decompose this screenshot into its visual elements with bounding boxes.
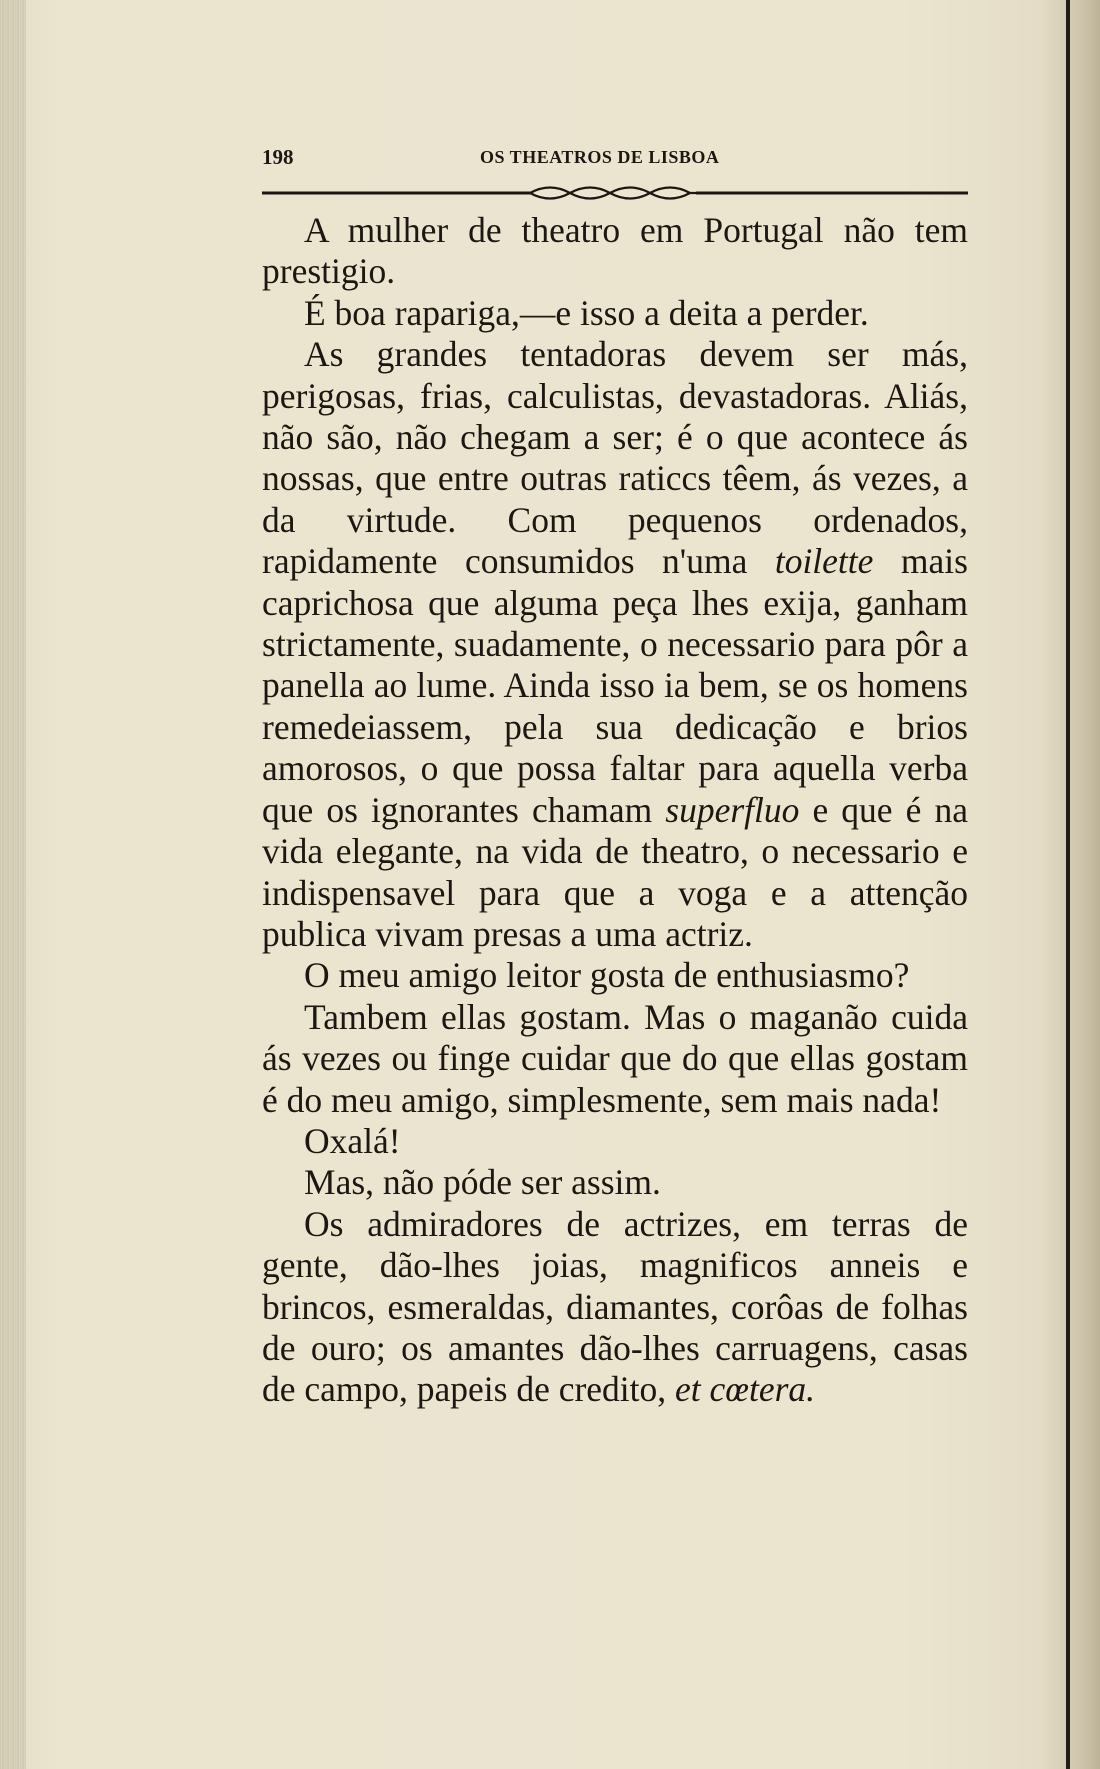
paragraph-5: Tambem ellas gostam. Mas o maganão cuida ás vezes ou finge cuidar que do que ellas gostam é do meu amigo, simplesmente, sem mais nada! <box>262 996 968 1120</box>
paragraph-8-text: Os admiradores de actrizes, em terras de gente, dão-lhes joias, magnificos anneis e brincos, esmeraldas, diamantes, corôas de folhas de ouro; os amantes dão-lhes carruagens, casas de campo, papeis de credito, <box>262 1203 968 1410</box>
paragraph-6: Oxalá! <box>304 1120 401 1161</box>
italic-et-caetera: et cœtera. <box>675 1369 816 1410</box>
paragraph-7: Mas, não póde ser assim. <box>304 1162 661 1203</box>
italic-superfluo: superfluo <box>665 789 800 830</box>
paragraph-3-text-a: As grandes tentadoras devem ser más, perigosas, frias, calculistas, devastadoras. Aliás, não são, não chegam a ser; é o que acontece ás nossas, que entre outras raticcs têem, ás vezes, a da virtude. Com pequenos ordenados, rapidamente consumidos n'uma <box>262 334 968 582</box>
page-gutter-edge <box>0 0 26 1769</box>
paragraph-1: A mulher de theatro em Portugal não tem prestigio. <box>262 210 968 292</box>
paragraph-8 <box>262 1204 968 1411</box>
paragraph-3-text-c: e que é na vida elegante, na vida de theatro, o necessario e indispensavel para que a voga e a attenção publica vivam presas a uma actriz. <box>262 789 968 954</box>
running-header <box>262 145 968 175</box>
body-text <box>262 210 968 1411</box>
page-number: 198 <box>262 145 294 169</box>
header-ornament-rule <box>262 180 968 206</box>
page-right-edge <box>1066 0 1070 1769</box>
paragraph-4: O meu amigo leitor gosta de enthusiasmo? <box>304 955 910 996</box>
paragraph-2: É boa rapariga,—e isso a deita a perder. <box>304 292 869 333</box>
paragraph-3 <box>262 334 968 955</box>
running-title: OS THEATROS DE LISBOA <box>480 147 720 167</box>
paragraph-3-text-b: mais caprichosa que alguma peça lhes exija, ganham strictamente, suadamente, o necessario para pôr a panella ao lume. Ainda isso ia bem, se os homens remedeiassem, pela sua dedicação e brios amorosos, o que possa faltar para aquella verba que os ignorantes chamam <box>262 541 968 830</box>
italic-toilette: toilette <box>774 541 874 582</box>
